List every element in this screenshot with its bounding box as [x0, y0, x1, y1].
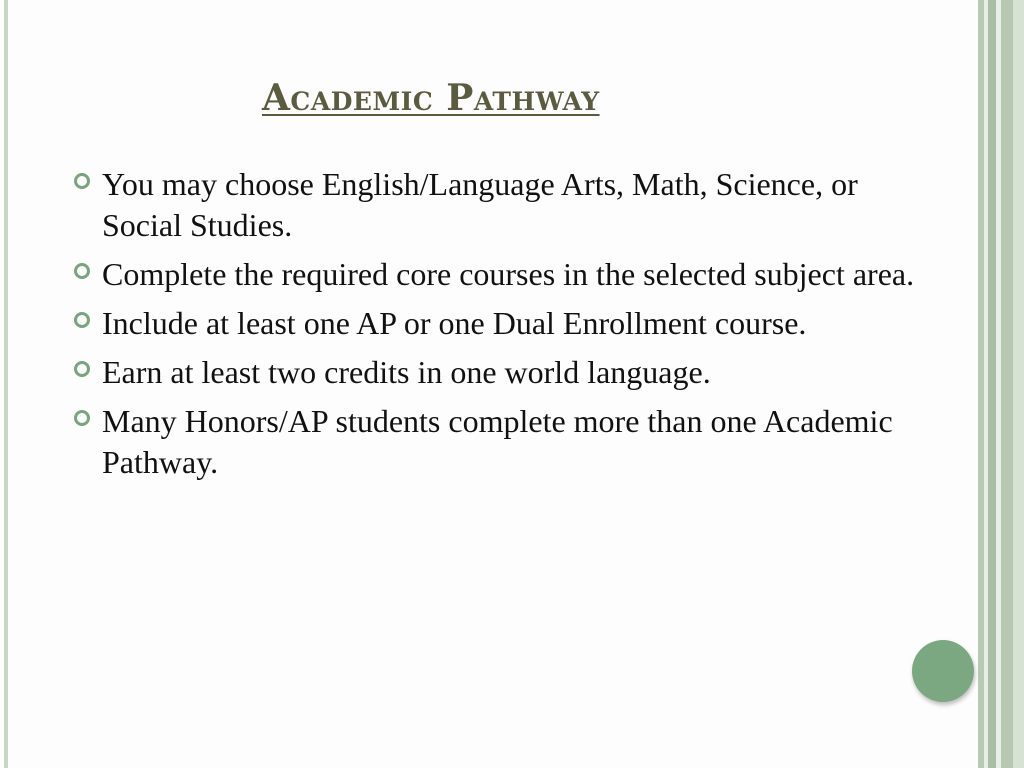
- bullet-item: [72, 254, 932, 295]
- right-border-stripe: [988, 0, 996, 768]
- right-border-stripe: [1013, 0, 1024, 768]
- hollow-circle-icon: [74, 410, 90, 426]
- bullet-text: Include at least one AP or one Dual Enrollment course.: [102, 305, 807, 341]
- bullet-text: Earn at least two credits in one world language.: [102, 354, 711, 390]
- bullet-text: Complete the required core courses in the selected subject area.: [102, 256, 915, 292]
- bullet-item: [72, 352, 932, 393]
- left-border-line: [4, 0, 8, 768]
- hollow-circle-icon: [74, 263, 90, 279]
- slide-title: Academic Pathway: [262, 77, 600, 119]
- slide-nav-button[interactable]: [912, 640, 974, 702]
- hollow-circle-icon: [74, 361, 90, 377]
- bullet-item: [72, 303, 932, 344]
- bullet-list: [72, 164, 932, 491]
- bullet-text: You may choose English/Language Arts, Math, Science, or Social Studies.: [102, 166, 858, 243]
- bullet-item: [72, 401, 932, 483]
- right-border-stripe: [1001, 0, 1013, 768]
- hollow-circle-icon: [74, 173, 90, 189]
- bullet-text: Many Honors/AP students complete more than one Academic Pathway.: [102, 403, 893, 480]
- bullet-item: [72, 164, 932, 246]
- hollow-circle-icon: [74, 312, 90, 328]
